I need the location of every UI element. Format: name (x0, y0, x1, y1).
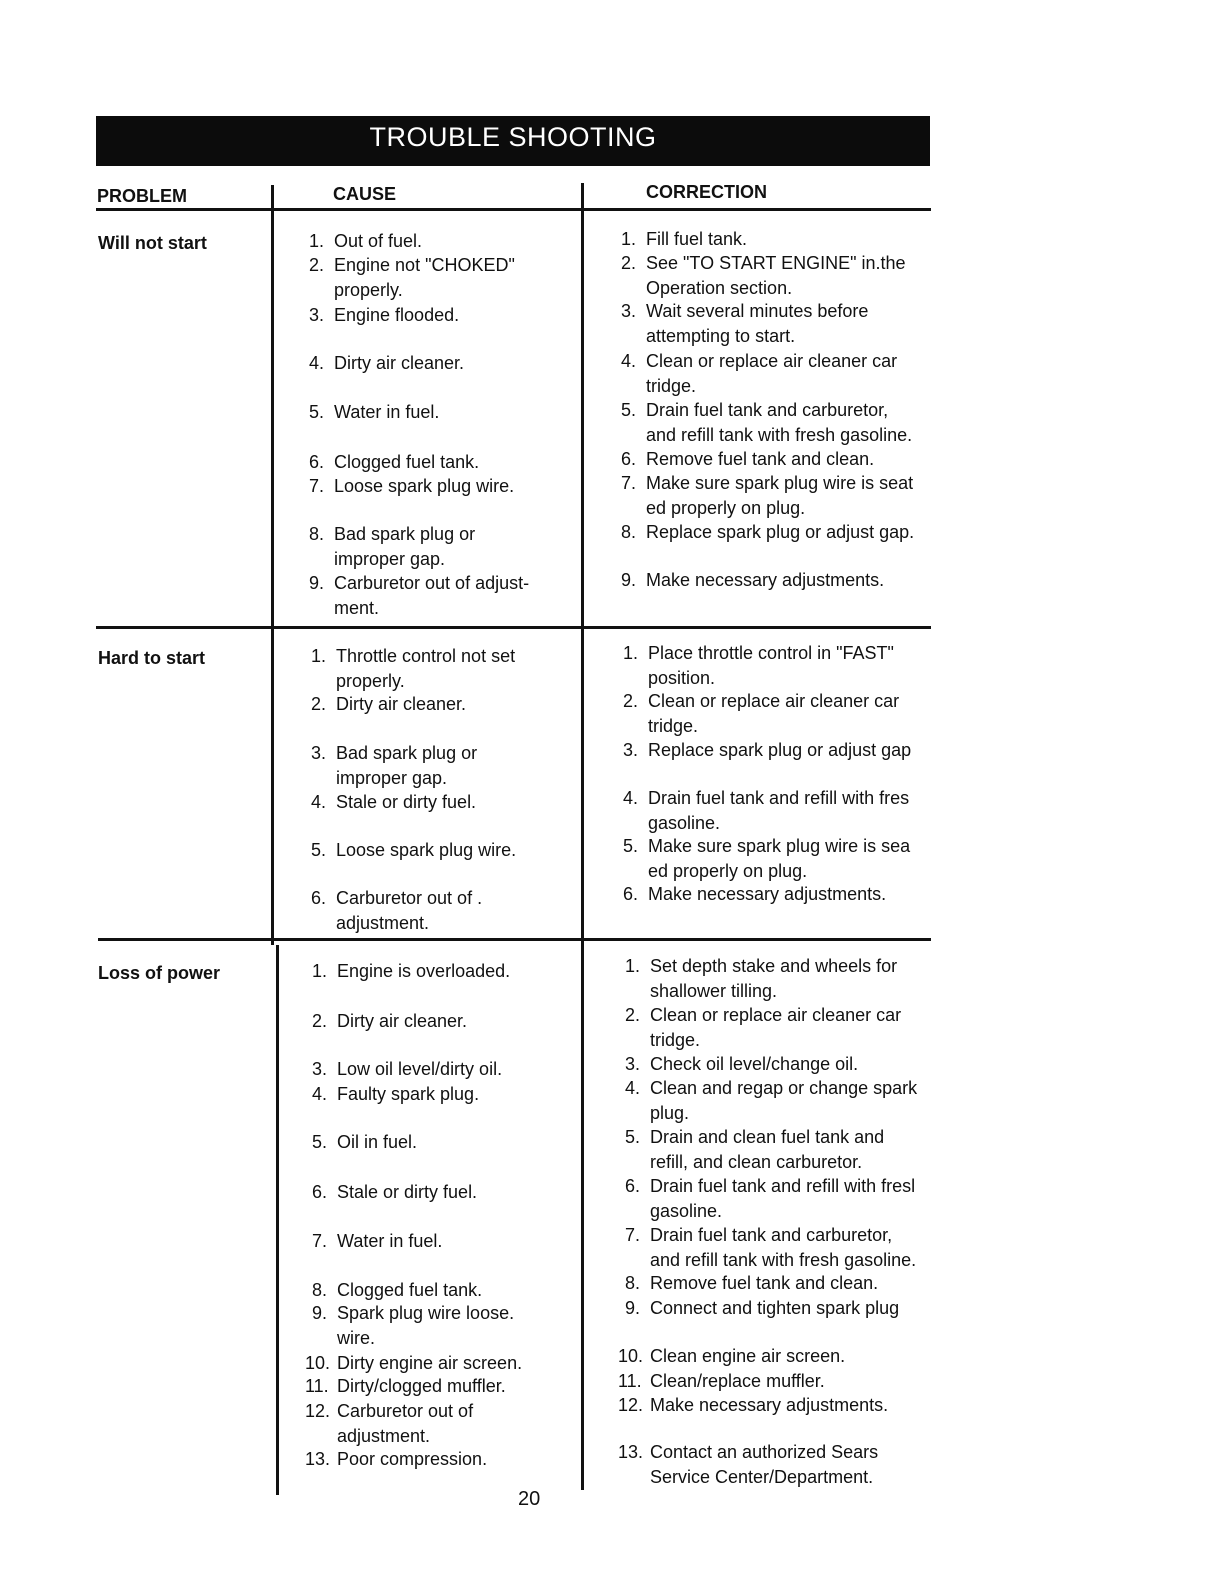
item-number: 8. (620, 522, 636, 542)
item-text: Replace spark plug or adjust gap (648, 740, 912, 760)
item-number: 12. (618, 1395, 644, 1415)
item-text: Dirty air cleaner. (336, 694, 467, 714)
item-text: Stale or dirty fuel. (336, 792, 477, 812)
item-number: 2. (311, 1011, 327, 1031)
item-text: Remove fuel tank and clean. (650, 1273, 879, 1293)
item-text: Clean engine air screen. (650, 1346, 846, 1366)
item-text: Stale or dirty fuel. (337, 1182, 478, 1202)
item-number: 7. (624, 1225, 640, 1245)
item-text: Bad spark plug or improper gap. (336, 743, 478, 788)
header-cause: CAUSE (333, 184, 397, 204)
item-text: Loose spark plug wire. (334, 476, 515, 496)
item-text: Engine not "CHOKED" properly. (334, 255, 515, 300)
item-number: 4. (622, 788, 638, 808)
problem-label: Will not start (98, 233, 207, 253)
item-number: 6. (311, 1182, 327, 1202)
item-text: Engine flooded. (334, 305, 460, 325)
item-number: 2. (622, 691, 638, 711)
header-rule (96, 208, 931, 211)
item-text: Check oil level/change oil. (650, 1054, 859, 1074)
item-number: 5. (310, 840, 326, 860)
column-divider-left-lower (276, 945, 279, 1495)
item-number: 9. (624, 1298, 640, 1318)
item-text: Drain fuel tank and refill with fres gasoline. (648, 788, 910, 833)
item-number: 4. (308, 353, 324, 373)
item-number: 9. (311, 1303, 327, 1323)
item-text: Carburetor out of adjustment. (337, 1401, 474, 1446)
item-number: 1. (310, 646, 326, 666)
item-number: 13. (618, 1442, 644, 1462)
item-number: 1. (308, 231, 324, 251)
item-text: Dirty engine air screen. (337, 1353, 523, 1373)
column-divider-right (581, 183, 584, 1490)
item-number: 1. (311, 961, 327, 981)
item-text: Clean or replace air cleaner car tridge. (648, 691, 900, 736)
item-text: Clean and regap or change spark plug. (650, 1078, 918, 1123)
item-text: Contact an authorized Sears Service Center/Department. (650, 1442, 879, 1487)
item-number: 7. (311, 1231, 327, 1251)
item-number: 2. (624, 1005, 640, 1025)
item-number: 3. (622, 740, 638, 760)
item-text: Carburetor out of adjust- ment. (334, 573, 530, 618)
item-text: Water in fuel. (337, 1231, 443, 1251)
item-number: 5. (620, 400, 636, 420)
section-rule-2 (98, 938, 931, 941)
item-text: Drain fuel tank and refill with fresl gasoline. (650, 1176, 916, 1221)
problem-label: Hard to start (98, 648, 206, 668)
item-number: 4. (311, 1084, 327, 1104)
item-number: 13. (305, 1449, 331, 1469)
item-number: 11. (618, 1371, 642, 1391)
item-text: Remove fuel tank and clean. (646, 449, 875, 469)
item-number: 5. (311, 1132, 327, 1152)
item-text: Water in fuel. (334, 402, 440, 422)
item-number: 10. (618, 1346, 644, 1366)
item-number: 4. (310, 792, 326, 812)
item-text: Drain fuel tank and carburetor, and refill tank with fresh gasoline. (646, 400, 913, 445)
item-text: Dirty/clogged muffler. (337, 1376, 506, 1396)
item-number: 6. (310, 888, 326, 908)
item-text: Wait several minutes before attempting to start. (646, 301, 869, 346)
item-number: 1. (622, 643, 638, 663)
item-number: 5. (624, 1127, 640, 1147)
item-number: 9. (620, 570, 636, 590)
item-text: See "TO START ENGINE" in.the Operation section. (646, 253, 906, 298)
column-divider-left-upper (271, 185, 274, 945)
problem-label: Loss of power (98, 963, 221, 983)
item-text: Clogged fuel tank. (334, 452, 480, 472)
item-number: 2. (620, 253, 636, 273)
item-text: Make necessary adjustments. (646, 570, 885, 590)
item-text: Connect and tighten spark plug (650, 1298, 900, 1318)
item-number: 10. (305, 1353, 331, 1373)
item-text: Clogged fuel tank. (337, 1280, 483, 1300)
page-number: 20 (518, 1488, 541, 1510)
item-number: 12. (305, 1401, 331, 1421)
item-text: Spark plug wire loose. wire. (337, 1303, 515, 1348)
page-title: TROUBLE SHOOTING (96, 116, 930, 166)
item-text: Oil in fuel. (337, 1132, 418, 1152)
item-text: Out of fuel. (334, 231, 423, 251)
item-text: Replace spark plug or adjust gap. (646, 522, 915, 542)
item-text: Set depth stake and wheels for shallower tilling. (650, 956, 898, 1001)
item-number: 5. (308, 402, 324, 422)
item-number: 4. (624, 1078, 640, 1098)
item-text: Carburetor out of . adjustment. (336, 888, 483, 933)
item-number: 6. (308, 452, 324, 472)
item-number: 8. (624, 1273, 640, 1293)
item-number: 5. (622, 836, 638, 856)
item-number: 7. (620, 473, 636, 493)
item-text: Drain and clean fuel tank and refill, and clean carburetor. (650, 1127, 885, 1172)
item-number: 2. (308, 255, 324, 275)
item-text: Place throttle control in "FAST" position. (648, 643, 894, 688)
item-number: 4. (620, 351, 636, 371)
item-text: Clean or replace air cleaner car tridge. (650, 1005, 902, 1050)
item-number: 3. (308, 305, 324, 325)
header-correction: CORRECTION (646, 182, 767, 202)
item-text: Dirty air cleaner. (337, 1011, 468, 1031)
section-rule-1 (96, 626, 931, 629)
item-number: 3. (310, 743, 326, 763)
item-number: 3. (620, 301, 636, 321)
item-text: Poor compression. (337, 1449, 488, 1469)
item-text: Make necessary adjustments. (650, 1395, 889, 1415)
item-number: 1. (624, 956, 640, 976)
item-text: Clean/replace muffler. (650, 1371, 825, 1391)
item-text: Make sure spark plug wire is sea ed properly on plug. (648, 836, 911, 881)
item-number: 6. (620, 449, 636, 469)
item-number: 9. (308, 573, 324, 593)
item-number: 2. (310, 694, 326, 714)
item-number: 8. (311, 1280, 327, 1300)
item-text: Faulty spark plug. (337, 1084, 480, 1104)
item-number: 6. (624, 1176, 640, 1196)
item-text: Make necessary adjustments. (648, 884, 887, 904)
item-text: Bad spark plug or improper gap. (334, 524, 476, 569)
item-text: Throttle control not set properly. (336, 646, 516, 691)
header-problem: PROBLEM (97, 186, 187, 206)
item-number: 8. (308, 524, 324, 544)
item-number: 7. (308, 476, 324, 496)
item-text: Clean or replace air cleaner car tridge. (646, 351, 898, 396)
item-number: 3. (311, 1059, 327, 1079)
item-text: Low oil level/dirty oil. (337, 1059, 503, 1079)
item-number: 11. (305, 1376, 329, 1396)
item-text: Drain fuel tank and carburetor, and refill tank with fresh gasoline. (650, 1225, 917, 1270)
item-number: 6. (622, 884, 638, 904)
item-text: Fill fuel tank. (646, 229, 748, 249)
item-text: Make sure spark plug wire is seat ed properly on plug. (646, 473, 914, 518)
item-text: Loose spark plug wire. (336, 840, 517, 860)
item-number: 3. (624, 1054, 640, 1074)
item-text: Engine is overloaded. (337, 961, 511, 981)
item-number: 1. (620, 229, 636, 249)
item-text: Dirty air cleaner. (334, 353, 465, 373)
